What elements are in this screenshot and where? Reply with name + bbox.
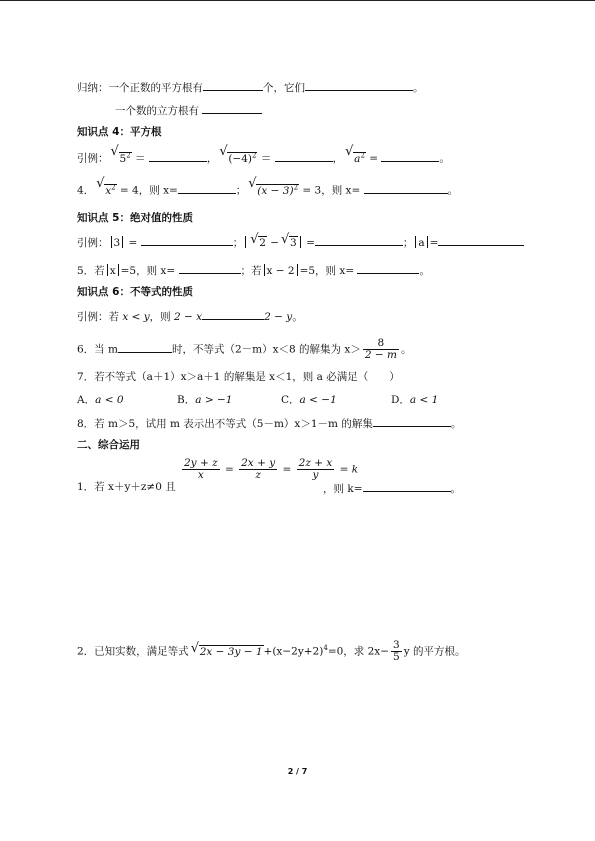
header-rule	[0, 0, 595, 1]
option-d[interactable]: D．a < 1	[391, 394, 439, 406]
blank[interactable]	[305, 79, 413, 91]
k4-example: 引例： √ $5^2$ ＝ ， √ $(-4)^2$ ＝ ， √ $a^2$ = 。	[77, 144, 450, 165]
sqrt: √ $(-4)^2$	[219, 144, 257, 165]
blank[interactable]	[381, 150, 439, 162]
blank[interactable]	[357, 262, 419, 274]
k5-example: 引例： 3 = ； √ 2 − √ 3 = ； a =	[77, 234, 524, 250]
blank[interactable]	[141, 234, 233, 246]
problem-1-answer: ，则 k= 。	[323, 480, 461, 496]
option-c[interactable]: C．a < −1	[281, 394, 337, 406]
blank[interactable]	[202, 102, 262, 114]
blank[interactable]	[202, 308, 264, 320]
question-5: 5．若 x =5，则 x= ；若 x − 2 =5，则 x= 。	[77, 262, 430, 278]
question-4: 4． √ $x^2 = 4$，则 x= ； √ $(x - 3)^2 = 3$，则 x= 。	[77, 176, 459, 197]
sqrt: √ 2x − 3y − 1	[190, 640, 263, 658]
problem-2: 2．已知实数，满足等式 √ $2x - 3y - 1+(x-2y+2)^4=0$，求 2x− $\frac{3}{5}$ y 的平方根。	[77, 639, 466, 663]
blank[interactable]	[364, 182, 448, 194]
blank[interactable]	[373, 415, 451, 427]
question-8: 8．若 m＞5，试用 m 表示出不等式（5－m）x＞1－m 的解集 。	[77, 415, 461, 431]
blank[interactable]	[118, 341, 172, 353]
k5-title: 知识点 5：绝对值的性质	[77, 212, 193, 224]
k4-title: 知识点 4：平方根	[77, 126, 162, 138]
fraction: $\frac{2y + z}{x}$	[184, 457, 218, 481]
blank[interactable]	[178, 182, 236, 194]
option-a[interactable]: A．a < 0	[77, 394, 124, 406]
sqrt: √ 3	[281, 232, 297, 249]
sqrt: √ $x^2$	[96, 176, 116, 197]
sqrt: √ 2	[250, 232, 266, 249]
blank[interactable]	[363, 480, 451, 492]
fraction: $\frac{8}{2 - m}$	[364, 337, 397, 361]
page-number: 2 / 7	[287, 767, 308, 776]
problem-1: 1．若 x＋y＋z≠0 且	[77, 481, 176, 493]
k6-title: 知识点 6：不等式的性质	[77, 286, 193, 298]
summary-line-2: 一个数的立方根有	[115, 102, 262, 118]
sqrt: √ $5^2$	[110, 144, 131, 165]
question-7: 7．若不等式（a＋1）x＞a＋1 的解集是 x＜1，则 a 必满足（ ）	[77, 371, 400, 383]
fraction: $\frac{2x + y}{z}$	[241, 457, 276, 481]
k6-example: 引例：若 x < y，则 2 − x 2 − y。	[77, 308, 303, 324]
sqrt: √ $a^2$	[345, 144, 365, 165]
summary-line-1: 归纳：一个正数的平方根有 个，它们 。	[77, 79, 424, 95]
blank[interactable]	[203, 79, 263, 91]
problem-1-equation: $\frac{2y + z}{x}$ = $\frac{2x + y}{z}$ = $\frac{2z + x}{y}$ = k	[184, 457, 359, 481]
blank[interactable]	[438, 234, 524, 246]
blank[interactable]	[149, 150, 207, 162]
sqrt: √ $(x - 3)^2$	[248, 176, 299, 197]
fraction: $\frac{3}{5}$	[393, 639, 400, 663]
blank[interactable]	[315, 234, 403, 246]
fraction: $\frac{2z + x}{y}$	[298, 457, 333, 481]
question-6: 6．当 m 时，不等式（2－m）x＜8 的解集为 x＞ $\frac{8}{2 - m}$ 。	[77, 337, 412, 361]
blank[interactable]	[275, 150, 333, 162]
q7-options	[77, 393, 451, 407]
blank[interactable]	[179, 262, 241, 274]
option-b[interactable]: B．a > −1	[177, 394, 233, 406]
section-title-comprehensive: 二、综合运用	[77, 439, 140, 451]
